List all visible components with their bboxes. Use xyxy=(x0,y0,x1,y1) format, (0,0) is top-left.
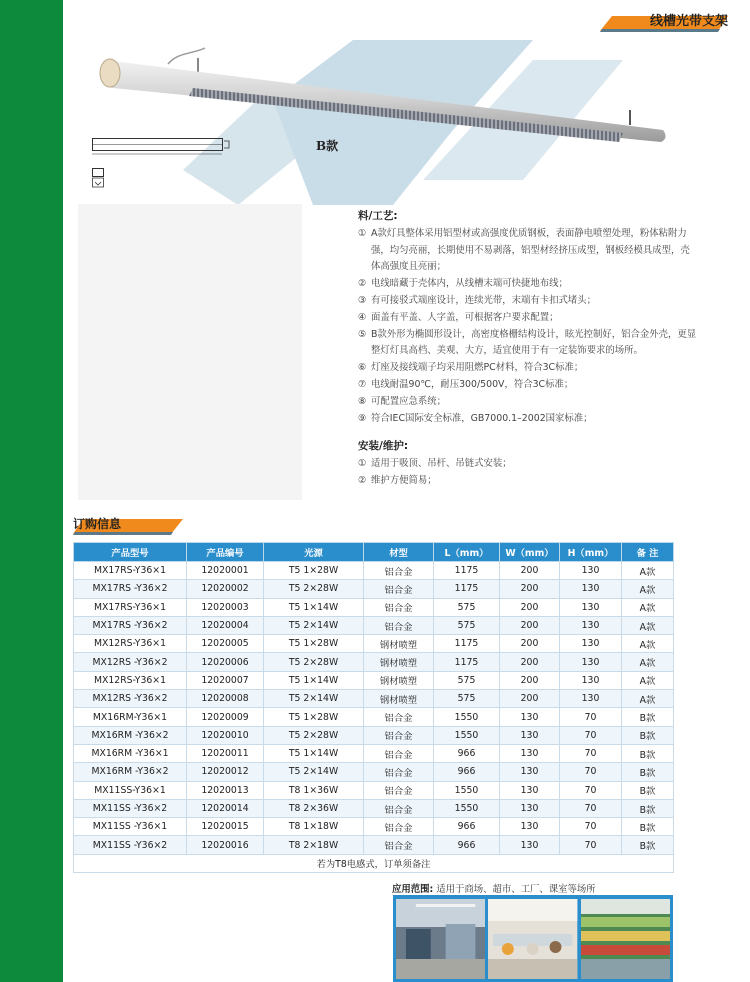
footnote-row xyxy=(74,854,674,872)
cell-height: 70 xyxy=(560,744,622,762)
cell-height: 130 xyxy=(560,580,622,598)
table-row xyxy=(74,690,674,708)
cell-material: 铝合金 xyxy=(364,726,434,744)
header-length: L（mm） xyxy=(434,543,500,562)
cell-width: 130 xyxy=(500,726,560,744)
cell-code: 12020004 xyxy=(187,616,264,634)
green-side-bar xyxy=(0,0,63,982)
feature-item xyxy=(358,411,698,428)
cell-height: 130 xyxy=(560,635,622,653)
cell-remark: B款 xyxy=(622,836,674,854)
cell-code: 12020002 xyxy=(187,580,264,598)
cell-height: 70 xyxy=(560,763,622,781)
cell-width: 200 xyxy=(500,616,560,634)
feature-text: 可配置应急系统； xyxy=(371,395,447,407)
cell-material: 钢材喷塑 xyxy=(364,653,434,671)
cell-length: 575 xyxy=(434,671,500,689)
cell-remark: B款 xyxy=(622,799,674,817)
application-photos xyxy=(393,895,673,982)
table-row xyxy=(74,580,674,598)
feature-text: 电线暗藏于壳体内，从线槽末端可快捷地布线； xyxy=(371,278,568,290)
cell-code: 12020009 xyxy=(187,708,264,726)
cell-length: 966 xyxy=(434,818,500,836)
cell-code: 12020006 xyxy=(187,653,264,671)
cell-code: 12020016 xyxy=(187,836,264,854)
table-row xyxy=(74,598,674,616)
dimension-sketch-top-icon xyxy=(92,136,234,155)
feature-number: ④ xyxy=(358,311,367,323)
header-height: H（mm） xyxy=(560,543,622,562)
cell-code: 12020008 xyxy=(187,690,264,708)
table-row xyxy=(74,616,674,634)
table-row xyxy=(74,671,674,689)
feature-item xyxy=(358,394,698,411)
application-label: 应用范围: xyxy=(392,884,434,895)
feature-number: ③ xyxy=(358,294,367,306)
cell-code: 12020012 xyxy=(187,763,264,781)
cell-length: 1550 xyxy=(434,799,500,817)
table-header-row xyxy=(74,543,674,562)
cell-width: 130 xyxy=(500,744,560,762)
fixture-end-cap xyxy=(100,59,120,87)
cell-code: 12020005 xyxy=(187,635,264,653)
cell-remark: A款 xyxy=(622,562,674,580)
page-title: 线槽光带支架 xyxy=(649,14,728,29)
cell-material: 铝合金 xyxy=(364,818,434,836)
cell-height: 70 xyxy=(560,836,622,854)
table-row xyxy=(74,781,674,799)
cell-height: 70 xyxy=(560,799,622,817)
cell-remark: A款 xyxy=(622,671,674,689)
feature-number: ⑤ xyxy=(358,328,367,340)
supermarket-photo xyxy=(581,899,670,979)
cell-width: 130 xyxy=(500,763,560,781)
table-row xyxy=(74,836,674,854)
feature-item xyxy=(358,327,698,361)
cell-remark: A款 xyxy=(622,653,674,671)
cell-width: 130 xyxy=(500,799,560,817)
cell-length: 966 xyxy=(434,763,500,781)
cell-model: MX11SS-Y36×1 xyxy=(74,781,187,799)
cell-code: 12020014 xyxy=(187,799,264,817)
application-range xyxy=(392,881,596,895)
cell-length: 1175 xyxy=(434,580,500,598)
table-row xyxy=(74,708,674,726)
cell-material: 铝合金 xyxy=(364,708,434,726)
cell-length: 1550 xyxy=(434,781,500,799)
cell-remark: A款 xyxy=(622,598,674,616)
install-number: ② xyxy=(358,474,367,486)
feature-number: ② xyxy=(358,278,367,290)
cell-width: 200 xyxy=(500,671,560,689)
table-footnote: 若为T8电感式，订单须备注 xyxy=(74,854,674,872)
install-item xyxy=(358,456,698,473)
feature-text: 灯座及接线端子均采用阻燃PC材料，符合3C标准； xyxy=(371,362,584,374)
features-heading: 料/工艺: xyxy=(358,210,398,222)
feature-text: 有可接驳式端座设计，连续光带，末端有卡扣式堵头； xyxy=(371,294,597,306)
cell-width: 130 xyxy=(500,781,560,799)
cell-light-source: T5 1×28W xyxy=(264,635,364,653)
cell-code: 12020011 xyxy=(187,744,264,762)
cell-code: 12020015 xyxy=(187,818,264,836)
cell-length: 1175 xyxy=(434,562,500,580)
cell-height: 70 xyxy=(560,726,622,744)
install-heading: 安装/维护: xyxy=(358,440,409,453)
feature-number: ⑧ xyxy=(358,395,367,407)
header-material: 材型 xyxy=(364,543,434,562)
cell-remark: B款 xyxy=(622,744,674,762)
table-row xyxy=(74,763,674,781)
cell-light-source: T5 2×14W xyxy=(264,690,364,708)
install-number: ① xyxy=(358,458,367,470)
cell-light-source: T8 1×36W xyxy=(264,781,364,799)
feature-text: 符合IEC国际安全标准，GB7000.1–2002国家标准； xyxy=(371,412,593,424)
cell-material: 铝合金 xyxy=(364,562,434,580)
cell-material: 铝合金 xyxy=(364,799,434,817)
cell-light-source: T8 2×36W xyxy=(264,799,364,817)
mall-photo xyxy=(396,899,485,979)
feature-item xyxy=(358,226,698,276)
cell-model: MX16RM -Y36×2 xyxy=(74,726,187,744)
cell-remark: A款 xyxy=(622,690,674,708)
cell-length: 575 xyxy=(434,690,500,708)
cell-width: 130 xyxy=(500,708,560,726)
cell-light-source: T5 2×28W xyxy=(264,580,364,598)
cell-length: 1175 xyxy=(434,635,500,653)
cell-model: MX11SS -Y36×1 xyxy=(74,818,187,836)
cell-width: 200 xyxy=(500,580,560,598)
cell-remark: B款 xyxy=(622,781,674,799)
cell-material: 铝合金 xyxy=(364,580,434,598)
cell-light-source: T5 1×14W xyxy=(264,744,364,762)
cell-length: 966 xyxy=(434,836,500,854)
feature-number: ① xyxy=(358,227,367,239)
cell-model: MX17RS-Y36×1 xyxy=(74,598,187,616)
features-section xyxy=(358,208,698,490)
cell-model: MX12RS-Y36×1 xyxy=(74,671,187,689)
cell-model: MX17RS-Y36×1 xyxy=(74,562,187,580)
image-placeholder-panel xyxy=(78,204,302,500)
cell-length: 1175 xyxy=(434,653,500,671)
cell-width: 130 xyxy=(500,818,560,836)
table-row xyxy=(74,744,674,762)
cell-remark: A款 xyxy=(622,635,674,653)
cell-material: 铝合金 xyxy=(364,781,434,799)
cell-height: 130 xyxy=(560,616,622,634)
cell-material: 铝合金 xyxy=(364,616,434,634)
cell-model: MX16RM-Y36×1 xyxy=(74,708,187,726)
cell-height: 130 xyxy=(560,562,622,580)
cell-model: MX17RS -Y36×2 xyxy=(74,580,187,598)
cell-light-source: T5 1×14W xyxy=(264,598,364,616)
table-row xyxy=(74,799,674,817)
feature-item xyxy=(358,310,698,327)
cell-material: 铝合金 xyxy=(364,598,434,616)
cell-code: 12020010 xyxy=(187,726,264,744)
cell-length: 1550 xyxy=(434,726,500,744)
cell-width: 130 xyxy=(500,836,560,854)
feature-item xyxy=(358,276,698,293)
cell-material: 铝合金 xyxy=(364,744,434,762)
cell-light-source: T5 2×28W xyxy=(264,653,364,671)
feature-number: ⑥ xyxy=(358,362,367,374)
cell-material: 铝合金 xyxy=(364,763,434,781)
cell-remark: B款 xyxy=(622,818,674,836)
cell-width: 200 xyxy=(500,690,560,708)
install-item xyxy=(358,473,698,490)
cell-model: MX11SS -Y36×2 xyxy=(74,799,187,817)
cell-length: 575 xyxy=(434,598,500,616)
cell-model: MX12RS -Y36×2 xyxy=(74,653,187,671)
cell-model: MX12RS-Y36×1 xyxy=(74,635,187,653)
cell-length: 1550 xyxy=(434,708,500,726)
cell-model: MX16RM -Y36×2 xyxy=(74,763,187,781)
power-cord xyxy=(168,48,205,64)
cell-code: 12020001 xyxy=(187,562,264,580)
cell-remark: B款 xyxy=(622,708,674,726)
feature-item xyxy=(358,360,698,377)
cell-length: 966 xyxy=(434,744,500,762)
header-code: 产品编号 xyxy=(187,543,264,562)
feature-text: B款外形为椭圆形设计，高密度格栅结构设计，眩光控制好，铝合金外壳，更显整灯灯具高档、美观、大方，适宜使用于有一定装饰要求的场所。 xyxy=(371,328,697,357)
cell-height: 130 xyxy=(560,671,622,689)
feature-number: ⑨ xyxy=(358,412,367,424)
cell-remark: B款 xyxy=(622,763,674,781)
cell-length: 575 xyxy=(434,616,500,634)
install-text: 维护方便简易； xyxy=(371,474,437,486)
cell-width: 200 xyxy=(500,635,560,653)
cell-model: MX12RS -Y36×2 xyxy=(74,690,187,708)
cell-model: MX16RM -Y36×1 xyxy=(74,744,187,762)
cell-material: 钢材喷塑 xyxy=(364,690,434,708)
feature-number: ⑦ xyxy=(358,378,367,390)
cell-height: 70 xyxy=(560,781,622,799)
cell-width: 200 xyxy=(500,598,560,616)
cell-remark: A款 xyxy=(622,616,674,634)
feature-text: 面盖有平盖、人字盖，可根据客户要求配置； xyxy=(371,311,559,323)
cell-width: 200 xyxy=(500,653,560,671)
cell-light-source: T5 2×14W xyxy=(264,616,364,634)
feature-text: A款灯具整体采用铝型材或高强度优质钢板，表面静电喷塑处理，粉体粘附力强，均匀亮丽，长期使用不易剥落，铝型材经挤压成型，钢板经模具成型，壳体高强度且亮丽； xyxy=(371,227,690,273)
install-text: 适用于吸顶、吊杆、吊链式安装； xyxy=(371,458,512,470)
table-row xyxy=(74,635,674,653)
cell-material: 铝合金 xyxy=(364,836,434,854)
table-row xyxy=(74,726,674,744)
cell-remark: A款 xyxy=(622,580,674,598)
cell-code: 12020003 xyxy=(187,598,264,616)
cell-light-source: T5 1×28W xyxy=(264,708,364,726)
cell-height: 70 xyxy=(560,818,622,836)
cell-model: MX11SS -Y36×2 xyxy=(74,836,187,854)
header-light-source: 光源 xyxy=(264,543,364,562)
hero-product-image xyxy=(63,30,750,205)
cell-code: 12020013 xyxy=(187,781,264,799)
cell-height: 70 xyxy=(560,708,622,726)
feature-text: 电线耐温90℃，耐压300/500V，符合3C标准； xyxy=(371,378,574,390)
office-photo xyxy=(488,899,577,979)
cell-remark: B款 xyxy=(622,726,674,744)
order-title: 订购信息 xyxy=(73,517,122,531)
feature-item xyxy=(358,293,698,310)
table-row xyxy=(74,818,674,836)
header-model: 产品型号 xyxy=(74,543,187,562)
cell-material: 钢材喷塑 xyxy=(364,671,434,689)
cell-light-source: T5 1×28W xyxy=(264,562,364,580)
order-table xyxy=(73,542,674,873)
cell-light-source: T5 2×28W xyxy=(264,726,364,744)
cell-height: 130 xyxy=(560,653,622,671)
application-text: 适用于商场、超市、工厂、课室等场所 xyxy=(436,884,596,895)
cell-code: 12020007 xyxy=(187,671,264,689)
cell-height: 130 xyxy=(560,690,622,708)
header-width: W（mm） xyxy=(500,543,560,562)
feature-item xyxy=(358,377,698,394)
variant-label: B款 xyxy=(316,139,339,153)
header-remark: 备 注 xyxy=(622,543,674,562)
cell-width: 200 xyxy=(500,562,560,580)
cell-light-source: T5 1×14W xyxy=(264,671,364,689)
table-row xyxy=(74,653,674,671)
cell-light-source: T5 2×14W xyxy=(264,763,364,781)
cell-height: 130 xyxy=(560,598,622,616)
cell-light-source: T8 2×18W xyxy=(264,836,364,854)
dimension-sketch-side-icon xyxy=(92,168,106,188)
table-row xyxy=(74,562,674,580)
cell-material: 钢材喷塑 xyxy=(364,635,434,653)
cell-model: MX17RS -Y36×2 xyxy=(74,616,187,634)
cell-light-source: T8 1×18W xyxy=(264,818,364,836)
